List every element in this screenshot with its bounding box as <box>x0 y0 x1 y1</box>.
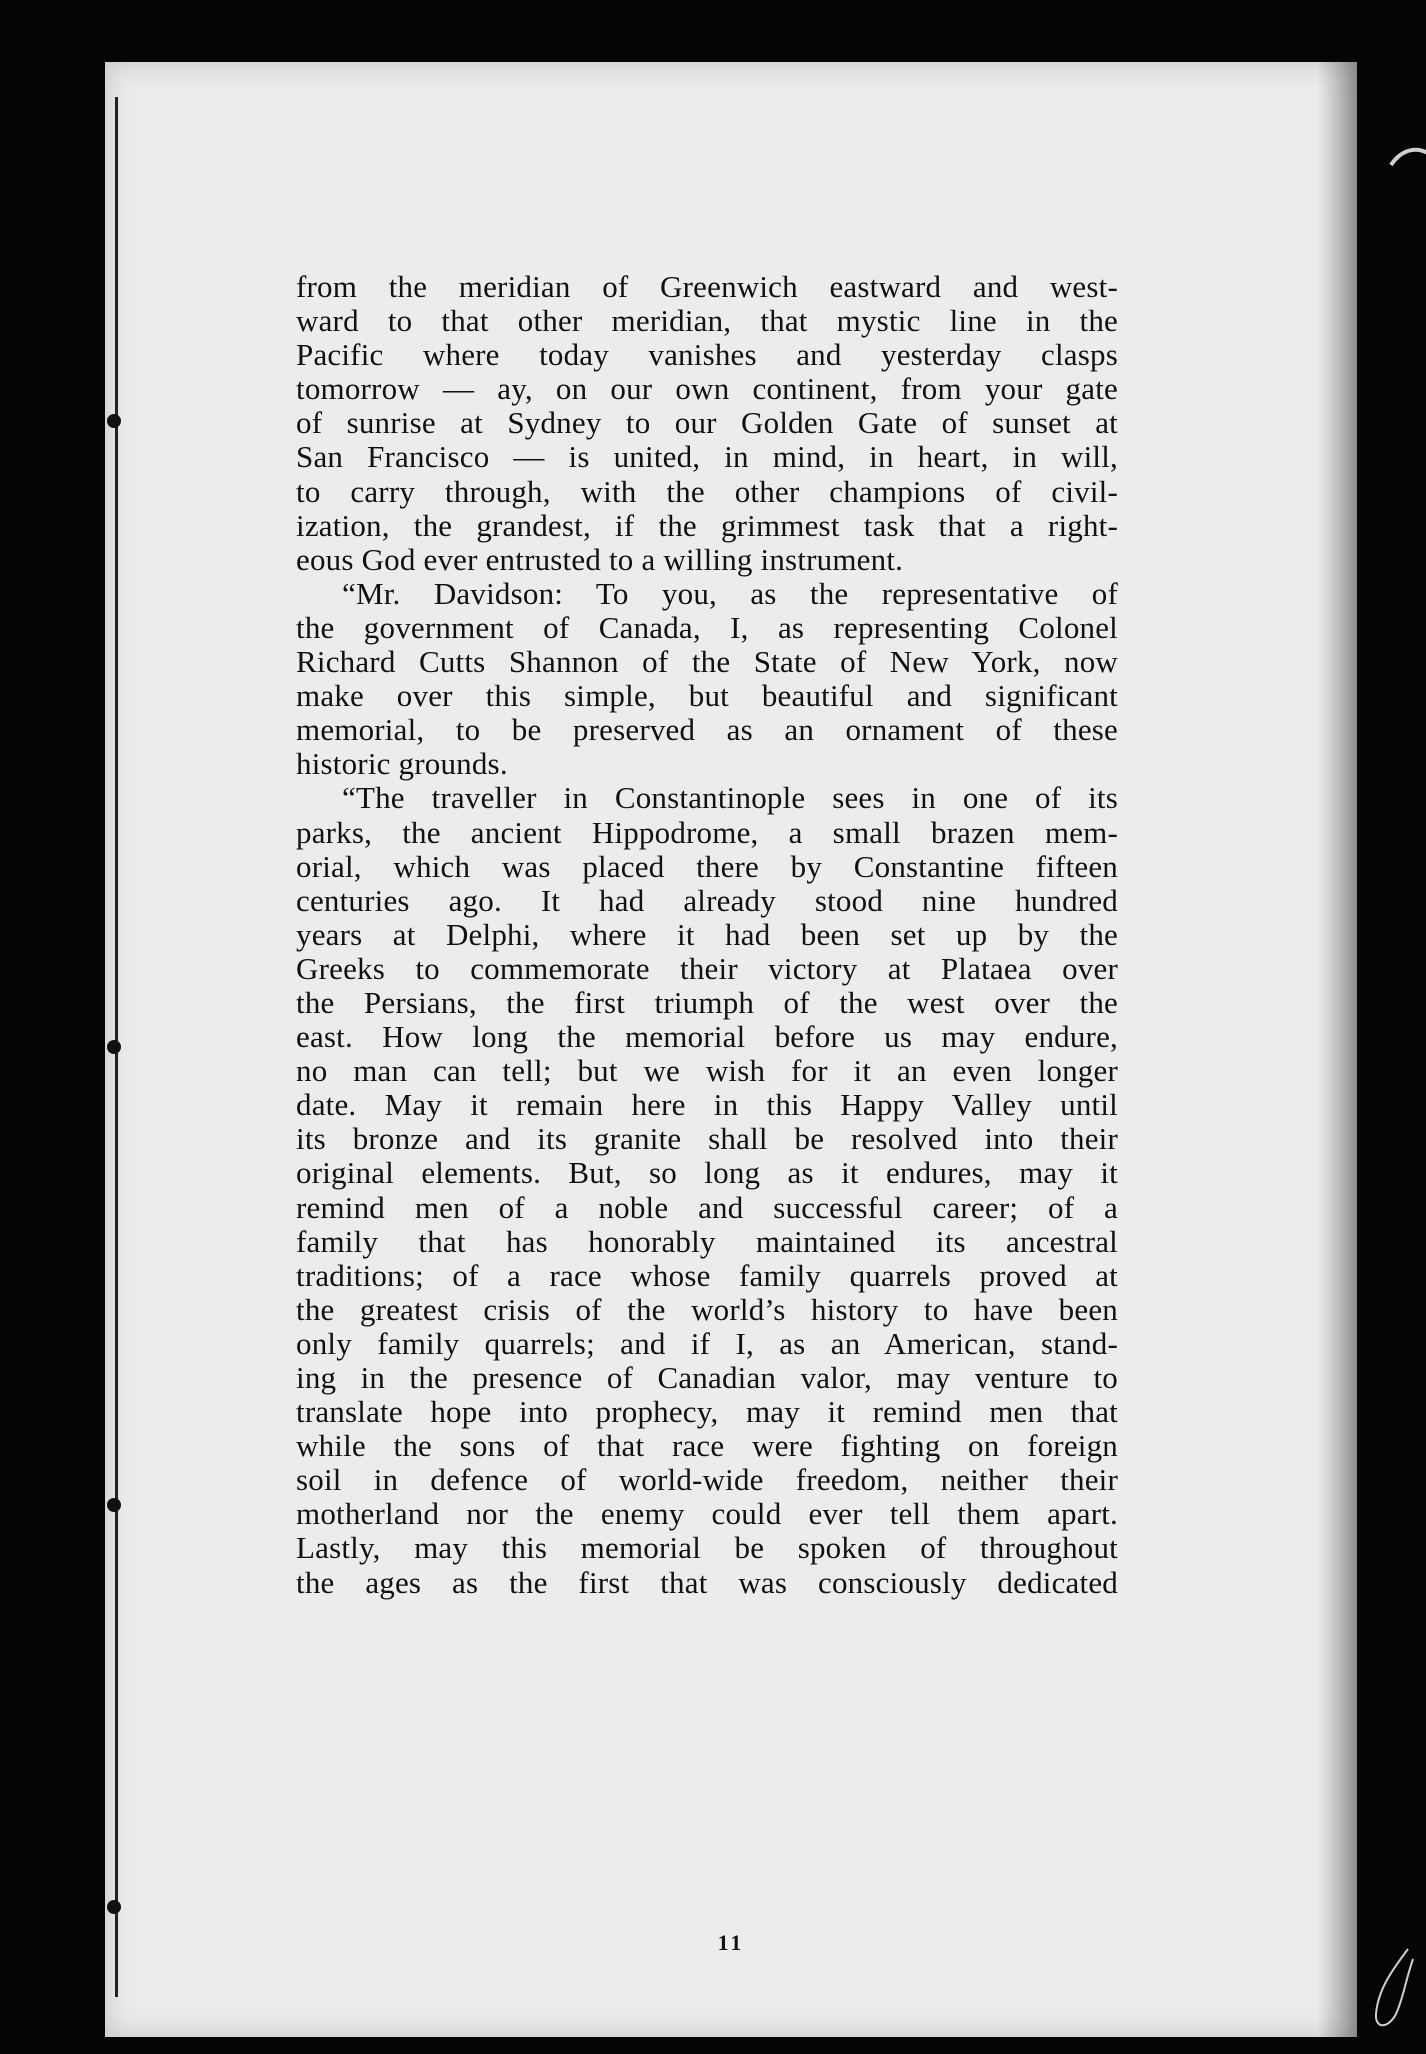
text-line: San Francisco — is united, in mind, in heart, in will, <box>296 439 1118 475</box>
text-line: tomorrow — ay, on our own continent, from your gate <box>296 371 1118 407</box>
text-line: soil in defence of world-wide freedom, neither their <box>296 1462 1118 1498</box>
text-line: while the sons of that race were fighting on foreign <box>296 1428 1118 1464</box>
text-line: the ages as the first that was consciously dedicated <box>296 1564 1118 1600</box>
text-line: from the meridian of Greenwich eastward and west- <box>296 269 1118 304</box>
text-line: date. May it remain here in this Happy Valley until <box>296 1087 1118 1123</box>
text-line: “Mr. Davidson: To you, as the representative of <box>342 575 1118 611</box>
text-line: historic grounds. <box>296 746 508 782</box>
text-line: Pacific where today vanishes and yesterday clasps <box>296 337 1118 373</box>
text-line: parks, the ancient Hippodrome, a small brazen mem- <box>296 814 1118 850</box>
page-number: 11 <box>717 1930 745 1955</box>
text-line: ization, the grandest, if the grimmest task that a right- <box>296 507 1118 543</box>
text-line: memorial, to be preserved as an ornament of these <box>296 712 1118 748</box>
text-line: ing in the presence of Canadian valor, may venture to <box>296 1360 1118 1395</box>
text-line: eous God ever entrusted to a willing instrument. <box>296 541 904 577</box>
book-page <box>105 62 1357 2037</box>
scan-speck <box>1386 130 1426 180</box>
text-line: remind men of a noble and successful career; of a <box>296 1189 1118 1225</box>
text-line: of sunrise at Sydney to our Golden Gate of sunset at <box>296 405 1118 441</box>
corner-scribble-icon <box>1368 1944 1418 2034</box>
binding-mark <box>107 1498 121 1512</box>
text-line: no man can tell; but we wish for it an even longer <box>296 1053 1118 1089</box>
binding-mark <box>107 1900 121 1914</box>
text-line: orial, which was placed there by Constantine fifteen <box>296 848 1118 884</box>
binding-mark <box>107 1040 121 1054</box>
binding-mark <box>107 414 121 428</box>
text-line: only family quarrels; and if I, as an American, stand- <box>296 1325 1118 1361</box>
text-line: traditions; of a race whose family quarrels proved at <box>296 1257 1118 1293</box>
text-line: the Persians, the first triumph of the west over the <box>296 984 1118 1020</box>
text-line: to carry through, with the other champions of civil- <box>296 473 1118 509</box>
text-line: east. How long the memorial before us may endure, <box>296 1019 1118 1055</box>
text-line: the greatest crisis of the world’s history to have been <box>296 1291 1118 1327</box>
text-line: Lastly, may this memorial be spoken of throughout <box>296 1530 1118 1566</box>
body-text <box>296 270 1118 1600</box>
text-line: translate hope into prophecy, may it remind men that <box>296 1394 1118 1430</box>
text-line: years at Delphi, where it had been set up by the <box>296 916 1118 952</box>
text-line: “The traveller in Constantinople sees in one of its <box>342 780 1118 816</box>
page-edge-shadow <box>1317 62 1357 2037</box>
text-line: centuries ago. It had already stood nine hundred <box>296 882 1118 918</box>
text-line: Greeks to commemorate their victory at Plataea over <box>296 950 1118 986</box>
text-line: Richard Cutts Shannon of the State of New York, now <box>296 644 1118 680</box>
text-line: its bronze and its granite shall be resolved into their <box>296 1121 1118 1157</box>
text-line: the government of Canada, I, as representing Colonel <box>296 609 1118 645</box>
text-line: family that has honorably maintained its ancestral <box>296 1223 1118 1259</box>
text-line: original elements. But, so long as it endures, may it <box>296 1155 1118 1191</box>
text-line: make over this simple, but beautiful and significant <box>296 678 1118 714</box>
text-line: ward to that other meridian, that mystic line in the <box>296 303 1118 339</box>
text-line: motherland nor the enemy could ever tell them apart. <box>296 1496 1118 1532</box>
